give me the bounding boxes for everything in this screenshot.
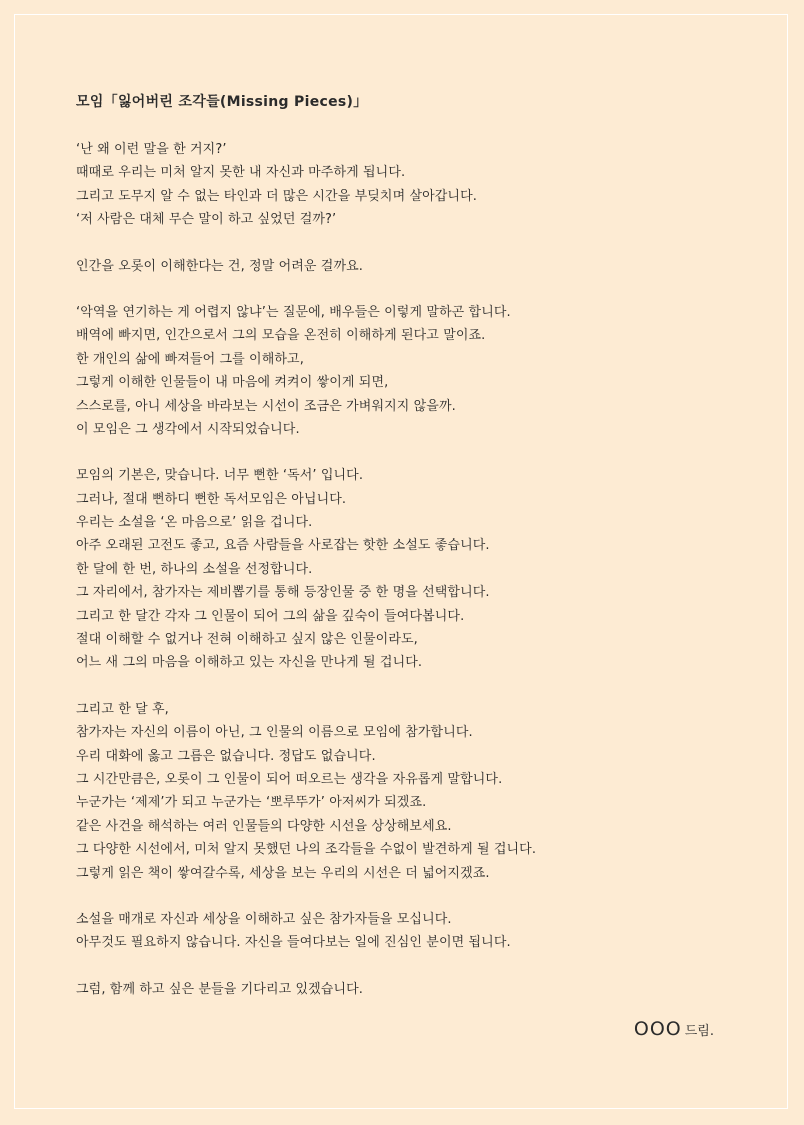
paragraph-6 <box>76 908 756 955</box>
signature <box>634 1018 714 1040</box>
text-line: 우리 대화에 옳고 그름은 없습니다. 정답도 없습니다. <box>76 748 376 764</box>
paragraph-1 <box>76 138 756 232</box>
text-line: 그 자리에서, 참가자는 제비뽑기를 통해 등장인물 중 한 명을 선택합니다. <box>76 585 490 601</box>
text-line: 그럼, 함께 하고 싶은 분들을 기다리고 있겠습니다. <box>76 981 364 997</box>
text-line: 배역에 빠지면, 인간으로서 그의 모습을 온전히 이해하게 된다고 말이죠. <box>76 328 486 344</box>
text-line: 누군가는 ‘제제’가 되고 누군가는 ‘뽀루뚜가’ 아저씨가 되겠죠. <box>76 795 427 811</box>
text-line: 스스로를, 아니 세상을 바라보는 시선이 조금은 가벼워지지 않을까. <box>76 398 456 414</box>
text-line: 그리고 도무지 알 수 없는 타인과 더 많은 시간을 부딪치며 살아갑니다. <box>76 188 477 204</box>
signature-name: OOO <box>633 1018 682 1040</box>
text-line: 이 모임은 그 생각에서 시작되었습니다. <box>76 421 300 437</box>
document-title: 모임「잃어버린 조각들(Missing Pieces)」 <box>76 94 368 110</box>
text-line: 아주 오래된 고전도 좋고, 요즘 사람들을 사로잡는 핫한 소설도 좋습니다. <box>76 538 490 554</box>
text-line: ‘난 왜 이런 말을 한 거지?’ <box>76 142 227 157</box>
text-line: 소설을 매개로 자신과 세상을 이해하고 싶은 참가자들을 모십니다. <box>76 911 452 927</box>
text-line: 모임의 기본은, 맞습니다. 너무 뻔한 ‘독서’ 입니다. <box>76 468 364 484</box>
paragraph-7 <box>76 978 756 1001</box>
signature-suffix: 드림. <box>684 1024 714 1039</box>
text-line: 한 개인의 삶에 빠져들어 그를 이해하고, <box>76 351 304 367</box>
text-line: ‘저 사람은 대체 무슨 말이 하고 싶었던 걸까?’ <box>76 212 337 228</box>
paragraph-3 <box>76 301 756 441</box>
letter-body <box>76 88 756 1024</box>
text-line: 그 다양한 시선에서, 미처 알지 못했던 나의 조각들을 수없이 발견하게 될 겁니다. <box>76 842 537 858</box>
text-line: 한 달에 한 번, 하나의 소설을 선정합니다. <box>76 561 313 577</box>
paragraph-4 <box>76 464 756 675</box>
text-line: 그리고 한 달간 각자 그 인물이 되어 그의 삶을 깊숙이 들여다봅니다. <box>76 608 465 624</box>
text-line: 그리고 한 달 후, <box>76 701 169 717</box>
text-line: 때때로 우리는 미처 알지 못한 내 자신과 마주하게 됩니다. <box>76 165 406 181</box>
text-line: ‘악역을 연기하는 게 어렵지 않냐’는 질문에, 배우들은 이렇게 말하곤 합니다. <box>76 304 511 320</box>
text-line: 그러나, 절대 뻔하디 뻔한 독서모임은 아닙니다. <box>76 491 347 507</box>
text-line: 우리는 소설을 ‘온 마음으로’ 읽을 겁니다. <box>76 515 313 531</box>
text-line: 절대 이해할 수 없거나 전혀 이해하고 싶지 않은 인물이라도, <box>76 632 418 648</box>
text-line: 참가자는 자신의 이름이 아닌, 그 인물의 이름으로 모임에 참가합니다. <box>76 725 473 741</box>
text-line: 인간을 오롯이 이해한다는 건, 정말 어려운 걸까요. <box>76 258 364 274</box>
text-line: 아무것도 필요하지 않습니다. 자신을 들여다보는 일에 진심인 분이면 됩니다. <box>76 935 511 951</box>
text-line: 어느 새 그의 마음을 이해하고 있는 자신을 만나게 될 겁니다. <box>76 655 423 671</box>
paragraph-2 <box>76 255 756 278</box>
paragraph-5 <box>76 698 756 885</box>
text-line: 그렇게 이해한 인물들이 내 마음에 켜켜이 쌓이게 되면, <box>76 375 389 391</box>
text-line: 그 시간만큼은, 오롯이 그 인물이 되어 떠오르는 생각을 자유롭게 말합니다. <box>76 771 503 787</box>
text-line: 그렇게 읽은 책이 쌓여갈수록, 세상을 보는 우리의 시선은 더 넓어지겠죠. <box>76 865 490 881</box>
text-line: 같은 사건을 해석하는 여러 인물들의 다양한 시선을 상상해보세요. <box>76 818 452 834</box>
